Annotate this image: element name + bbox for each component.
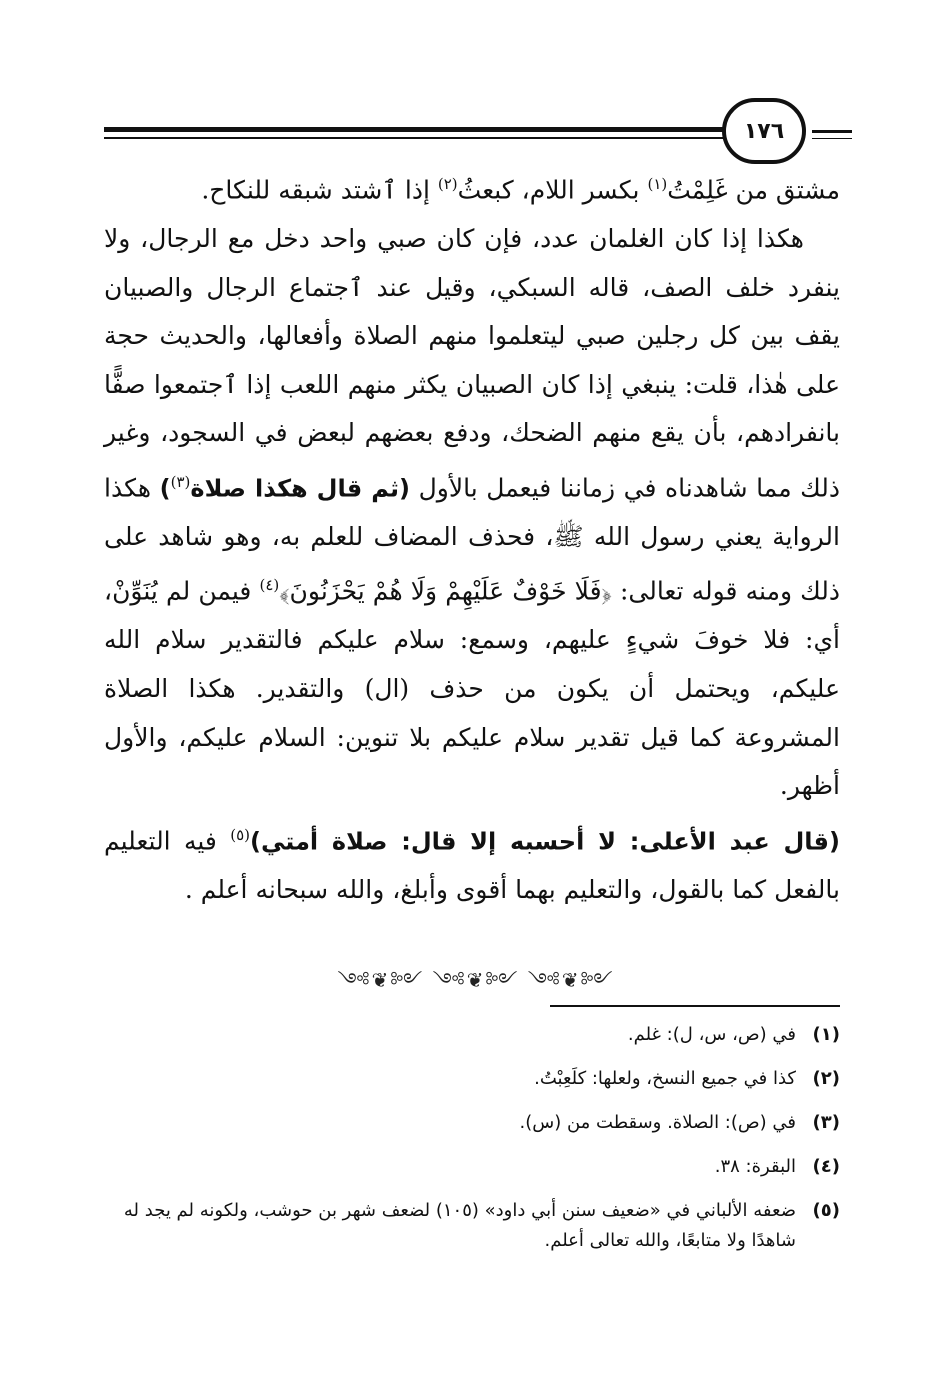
page-number: ١٧٦ [722,98,806,164]
footnote-item [104,1196,840,1256]
bold-quote-close: ) [159,474,171,503]
footnote-text: في (ص، س، ل): غلم. [627,1024,796,1045]
paragraph-3 [104,811,840,915]
text-run: هكذا إذا كان الغلمان عدد، فإن كان صبي واحد دخل مع الرجال، ولا ينفرد خلف الصف، قاله السبكي، وقيل عند ٱجتماع الرجال والصبيان يقف بين كل رجلين صبي ليتعلموا منهم الصلاة وأفعالها، والحديث حجة على هٰذا، قلت: ينبغي إذا كان الصبيان يكثر منهم اللعب إذا ٱجتمعوا صفًّا بانفرادهم، بأن يقع منهم الضحك، ودفع بعضهم لبعض في السجود، وغير ذلك مما شاهدناه في زماننا فيعمل بالأول [104,223,840,503]
footnote-text: البقرة: ٣٨. [714,1156,796,1177]
footnote-number: (١) [812,1024,840,1045]
bold-quote: (ثم قال هكذا صلاة [190,474,411,503]
footnote-number: (٣) [812,1112,840,1133]
bold-quote: (قال عبد الأعلى: لا أحسبه إلا قال: صلاة أمتي) [250,827,840,856]
paragraph-1 [104,160,840,215]
footnote-text: في (ص): الصلاة. وسقطت من (س). [519,1112,796,1133]
header-rule-right [812,130,852,133]
footnote-number: (٤) [812,1156,840,1177]
page-header [0,90,952,170]
text-run: مشتق من غَلِمْتُ [667,175,840,205]
footnote-item [104,1108,840,1138]
footnote-number: (٥) [812,1200,840,1221]
footnote-rule [550,1005,840,1007]
footnote-ref-3[interactable]: (٣) [170,472,191,491]
header-rule [104,127,724,132]
footnote-item [104,1152,840,1182]
text-run: فيمن لم يُنَوِّنْ، أي: فلا خوفَ شيءٍ عليهم، وسمع: سلام عليكم فالتقدير سلام الله عليكم، ويحتمل أن يكون من حذف (ال) والتقدير. هكذا الصلاة المشروعة كما قيل تقدير سلام عليكم بلا تنوين: السلام عليكم، والأول أظهر. [104,576,840,801]
text-run: فيه التعليم بالفعل كما بالقول، والتعليم بهما أقوى وأبلغ، والله سبحانه أعلم . [104,826,840,904]
footnote-text: ضعفه الألباني في «ضعيف سنن أبي داود» (١٠٥) لضعف شهر بن حوشب، ولكونه لم يجد له شاهدًا ولا متابعًا، والله تعالى أعلم. [123,1200,796,1251]
footnotes [104,1020,840,1270]
text-run: هكذا الرواية يعني رسول الله ﷺ، فحذف المضاف للعلم به، وهو شاهد على ذلك ومنه قوله تعالى: ﴿فَلَا خَوْفٌ عَلَيْهِمْ وَلَا هُمْ يَحْزَنُونَ﴾ [104,473,840,606]
footnote-ref-2[interactable]: (٢) [437,175,458,193]
paragraph-2 [104,215,840,811]
footnote-ref-4[interactable]: (٤) [259,576,280,595]
header-rule-right-thin [812,138,852,139]
footnote-item [104,1020,840,1050]
footnote-ref-5[interactable]: (٥) [230,825,251,844]
footnote-text: كذا في جميع النسخ، ولعلها: كلَعِبْتُ. [534,1068,796,1089]
footnote-item [104,1064,840,1094]
text-run: بكسر اللام، كبعثُ [457,175,648,205]
ornament-divider: ༺❦༻ ༺❦༻ ༺❦༻ [337,968,615,992]
footnote-number: (٢) [812,1068,840,1089]
text-run: إذا ٱشتد شبقه للنكاح. [201,175,438,205]
footnote-ref-1[interactable]: (١) [647,175,668,193]
header-rule-thin [104,137,724,139]
main-text [104,160,840,914]
